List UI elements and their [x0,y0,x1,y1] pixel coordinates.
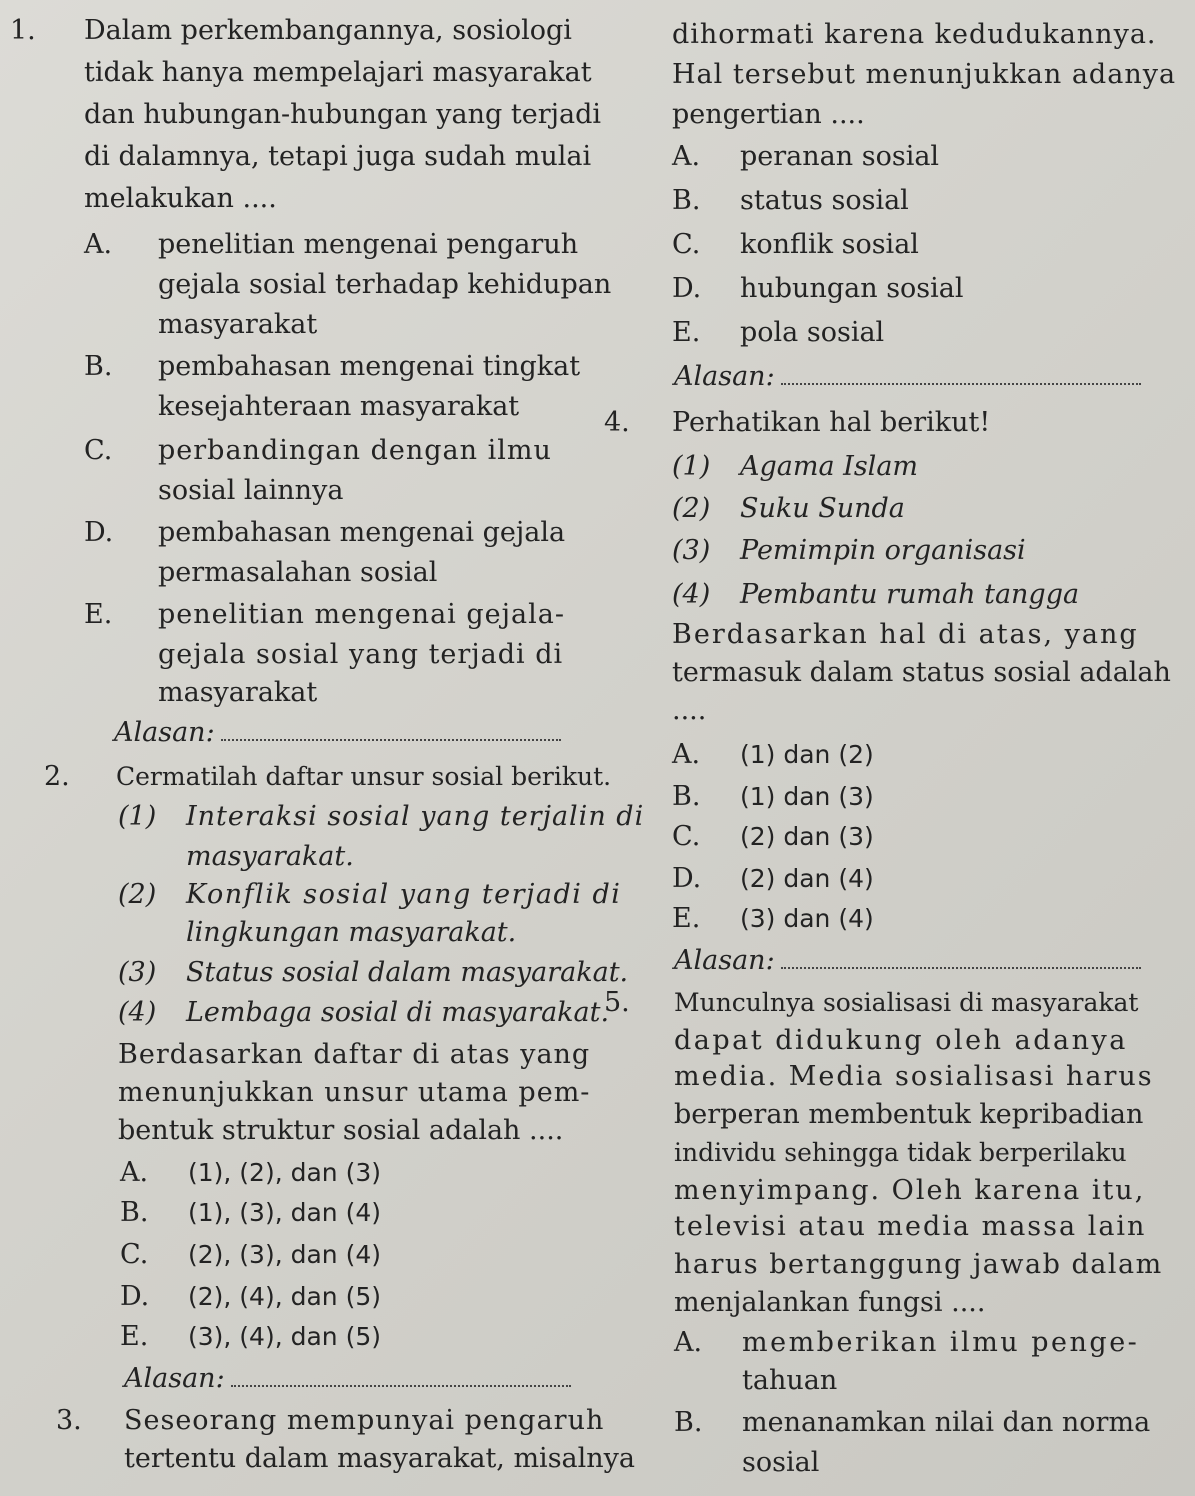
option-text: penelitian mengenai pengaruh [158,229,579,260]
option-letter: B. [672,185,701,216]
question-stem-line: dihormati karena kedudukannya. [672,19,1157,50]
option-letter: D. [120,1281,150,1312]
list-item-text: lingkungan masyarakat. [186,917,517,948]
question-text: Berdasarkan daftar di atas yang [118,1039,591,1070]
option-letter: A. [674,1327,703,1358]
option-text: masyarakat [158,677,318,708]
option-text: perbandingan dengan ilmu [158,435,552,466]
reason-label: Alasan: [674,361,775,392]
reason-blank[interactable] [781,361,1141,385]
reason-label: Alasan: [124,1363,225,1394]
option-text: pembahasan mengenai tingkat [158,351,581,382]
list-item-number: (1) [118,801,157,832]
reason-blank[interactable] [221,717,561,741]
option-text: (1), (3), dan (4) [188,1198,382,1227]
list-item-text: Suku Sunda [740,493,905,524]
option-text: masyarakat [158,309,318,340]
question-number: 2. [44,761,70,792]
option-text: (1) dan (3) [740,782,874,811]
question-text: termasuk dalam status sosial adalah [672,657,1171,688]
reason-field[interactable] [114,716,561,750]
list-item-number: (4) [672,579,711,610]
list-item-text: Status sosial dalam masyarakat. [186,957,629,988]
option-text: pembahasan mengenai gejala [158,517,566,548]
option-text: konflik sosial [740,229,919,260]
reason-field[interactable] [674,360,1141,394]
question-stem: Perhatikan hal berikut! [672,407,991,438]
option-letter: A. [672,739,701,770]
question-number: 4. [604,407,630,438]
list-item-number: (4) [118,997,157,1028]
option-text: (3), (4), dan (5) [188,1322,382,1351]
option-text: sosial [742,1447,820,1478]
option-text: (3) dan (4) [740,904,874,933]
option-letter: E. [672,317,701,348]
list-item-number: (2) [118,879,157,910]
option-text: pola sosial [740,317,885,348]
list-item-text: Pembantu rumah tangga [740,579,1080,610]
question-number: 3. [56,1405,82,1436]
option-text: hubungan sosial [740,273,964,304]
question-stem-line: televisi atau media massa lain [674,1211,1147,1242]
question-stem-line: tertentu dalam masyarakat, misalnya [124,1443,636,1474]
option-letter: E. [84,599,113,630]
option-text: penelitian mengenai gejala- [158,599,565,630]
reason-field[interactable] [674,944,1141,978]
option-text: (1) dan (2) [740,740,874,769]
reason-blank[interactable] [231,1363,571,1387]
question-number: 1. [10,15,36,46]
option-text: gejala sosial terhadap kehidupan [158,269,612,300]
option-text: status sosial [740,185,909,216]
list-item-text: Lembaga sosial di masyarakat. [186,997,610,1028]
option-text: (2) dan (4) [740,864,874,893]
list-item-text: Konflik sosial yang terjadi di [186,879,622,910]
question-stem-line: pengertian .... [672,99,865,130]
question-stem-line: Hal tersebut menunjukkan adanya [672,59,1177,90]
list-item-text: Pemimpin organisasi [740,535,1026,566]
option-letter: B. [674,1407,703,1438]
option-text: peranan sosial [740,141,940,172]
option-letter: A. [120,1157,149,1188]
reason-label: Alasan: [674,945,775,976]
question-text: menunjukkan unsur utama pem- [118,1077,591,1108]
question-stem-line: menyimpang. Oleh karena itu, [674,1175,1146,1206]
reason-blank[interactable] [781,945,1141,969]
option-letter: C. [84,435,113,466]
question-stem-line: Seseorang mempunyai pengaruh [124,1405,605,1436]
option-letter: D. [84,517,114,548]
list-item-number: (1) [672,451,711,482]
question-text: Berdasarkan hal di atas, yang [672,619,1139,650]
option-text: (2), (4), dan (5) [188,1282,382,1311]
option-letter: E. [672,903,701,934]
question-stem-line: berperan membentuk kepribadian [674,1099,1144,1130]
list-item-text: Interaksi sosial yang terjalin di [186,801,645,832]
question-stem-line: Munculnya sosialisasi di masyarakat [674,988,1139,1017]
option-letter: B. [672,781,701,812]
option-text: memberikan ilmu penge- [742,1327,1140,1358]
question-stem-line: Dalam perkembangannya, sosiologi [84,15,572,46]
question-stem: Cermatilah daftar unsur sosial berikut. [116,762,612,791]
question-text: .... [672,695,707,726]
option-letter: C. [672,229,701,260]
option-text: (2) dan (3) [740,822,874,851]
option-text: sosial lainnya [158,475,344,506]
option-text: (1), (2), dan (3) [188,1158,382,1187]
list-item-number: (3) [672,535,711,566]
reason-label: Alasan: [114,717,215,748]
question-stem-line: harus bertanggung jawab dalam [674,1249,1163,1280]
option-letter: C. [120,1239,149,1270]
option-text: gejala sosial yang terjadi di [158,639,564,670]
question-number: 5. [604,987,630,1018]
question-stem-line: melakukan .... [84,183,277,214]
reason-field[interactable] [124,1362,571,1396]
option-letter: D. [672,863,702,894]
option-letter: E. [120,1321,149,1352]
option-text: tahuan [742,1365,838,1396]
question-stem-line: menjalankan fungsi .... [674,1287,986,1318]
question-stem-line: dan hubungan-hubungan yang terjadi [84,99,602,130]
option-text: permasalahan sosial [158,557,438,588]
option-letter: A. [672,141,701,172]
question-stem-line: dapat didukung oleh adanya [674,1025,1128,1056]
question-stem-line: tidak hanya mempelajari masyarakat [84,57,592,88]
option-text: kesejahteraan masyarakat [158,391,520,422]
question-stem-line: di dalamnya, tetapi juga sudah mulai [84,141,592,172]
question-text: bentuk struktur sosial adalah .... [118,1115,564,1146]
option-letter: B. [120,1197,149,1228]
question-stem-line: media. Media sosialisasi harus [674,1061,1154,1092]
option-text: (2), (3), dan (4) [188,1240,382,1269]
option-letter: D. [672,273,702,304]
list-item-text: masyarakat. [186,841,354,872]
question-stem-line: individu sehingga tidak berperilaku [674,1138,1127,1167]
option-letter: C. [672,821,701,852]
option-letter: A. [84,229,113,260]
option-letter: B. [84,351,113,382]
list-item-number: (3) [118,957,157,988]
list-item-number: (2) [672,493,711,524]
option-text: menanamkan nilai dan norma [742,1407,1151,1438]
list-item-text: Agama Islam [740,451,919,482]
